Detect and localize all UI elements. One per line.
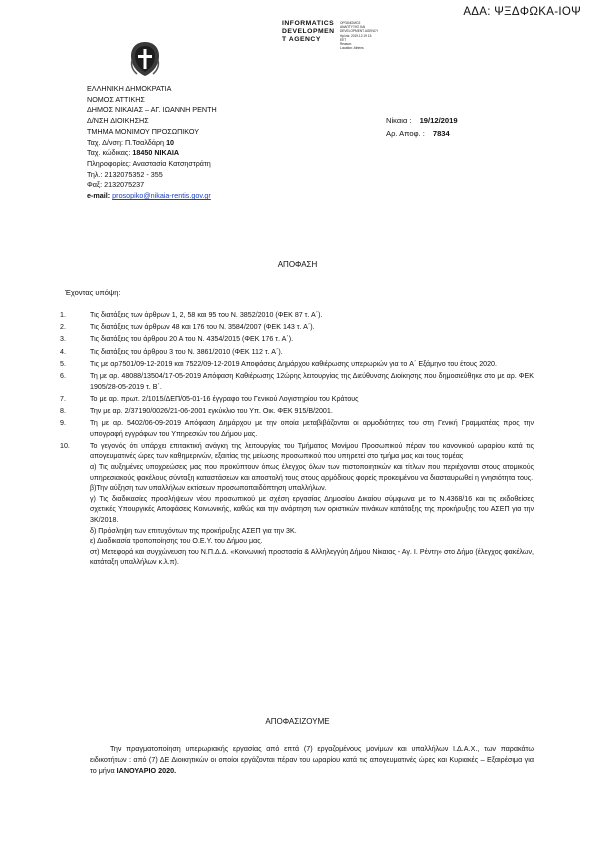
fax-line: Φαξ: 2132075237 [87, 180, 145, 190]
agency-small-text: ΟΡΓΑΝΙΣΜΟΣ ΑΝΑΠΤΥΞΗΣ ΚΑΙ DEVELOPMENT AGENCY Ημ/νία: 2019.12.19 13: EET Reason: Location: Athens [340, 21, 379, 51]
document-title: ΑΠΟΦΑΣΗ [277, 260, 318, 269]
item10-para: ε) Διαδικασία τροποποίησης του Ο.Ε.Υ. του Δήμου μας. [90, 537, 263, 546]
list-item: 9. Τη με αρ. 5402/06-09-2019 Απόφαση Δημάρχου με την οποία μεταβιβάζονται οι αρμοδιότητες του στη Γενική Γραμματέας προς την υπογραφή εγγράφων του Υπηρεσιών του Δήμου μας. [60, 419, 534, 438]
list-item: 1. Τις διατάξεις των άρθρων 1, 2, 58 και 95 του Ν. 3852/2010 (ΦΕΚ 87 τ. Α΄). [60, 311, 323, 319]
intro-text: Έχοντας υπόψη: [65, 288, 121, 297]
agency-line-2: DEVELOPMEN [282, 28, 335, 35]
date-ref-block [386, 114, 458, 140]
postcode-line: Ταχ. κώδικας: 18450 ΝΙΚΑΙΑ [87, 148, 180, 158]
header-line: ΤΜΗΜΑ ΜΟΝΙΜΟΥ ΠΡΟΣΩΠΙΚΟΥ [87, 126, 200, 136]
considerations-list [60, 310, 534, 570]
list-item: 5. Τις με αρ7501/09-12-2019 και 7522/09-12-2019 Αποφάσεις Δημάρχου καθιέρωσης υπερωριών για τo Α΄ Εξάμηνο του έτους 2020. [60, 359, 497, 368]
decision-heading: ΑΠΟΦΑΣΙΖΟΥΜΕ [265, 717, 330, 726]
header-line: Δ/ΝΣΗ ΔΙΟΙΚΗΣΗΣ [87, 116, 149, 126]
list-item: 2. Τις διατάξεις των άρθρων 48 και 176 του Ν. 3584/2007 (ΦΕΚ 143 τ. Α΄). [60, 323, 315, 332]
decision-paragraph: Την πραγματοποίηση υπερωριακής εργασίας από επτά (7) εργαζομένους μονίμων και υπαλλήλων Ι.Δ.Α.Χ., των παρακάτω ειδικοτήτων : από (7) ΔΕ Διοικητικών οι οποίοι εργάζονται πέραν του ωραρίου κατά τις απογευματινές ώρες και Κυριακές – Εξαιρέσιμα για το μήνα ΙΑΝΟΥΑΡΙΟ 2020. [90, 744, 534, 775]
agency-line-3: T AGENCY [282, 36, 321, 43]
ada-code: ΑΔΑ: ΨΞΔΦΩΚΑ-ΙΟΨ [463, 6, 581, 18]
issuer-header [87, 84, 217, 202]
item10-para: Το γεγονός ότι υπάρχει επιτακτική ανάγκη της λειτουργίας του Τμήματος Μονίμου Προσωπικού πέραν του κανονικού ωραρίου κατά τις απογευματινές ώρες των καθημερινών, εξαιτίας της μείωσης προσωπικού που υπηρετεί στο τμήμα μας και τους τομέας [90, 441, 534, 461]
item10-para: δ) Πρόσληψη των επιτυχόντων της προκήρυξης ΑΣΕΠ για την 3Κ. [90, 526, 297, 535]
info-line: Πληροφορίες: Αναστασία Κατσηστράτη [87, 158, 211, 168]
item10-para: στ) Μετεφορά και συγχώνευση του Ν.Π.Δ.Δ. «Κοινωνική προστασία & Αλληλεγγύη Δήμου Νίκαιας - Αγ. Ι. Ρέντη» στο Δήμο (έλεγχος φακέλων, κατάταξη υπαλλήλων κ.λ.π). [90, 547, 534, 567]
header-line: ΔΗΜΟΣ ΝΙΚΑΙΑΣ – ΑΓ. ΙΩΑΝΝΗ ΡΕΝΤΗ [87, 105, 217, 115]
list-item: 4. Τις διατάξεις του άρθρου 3 του Ν. 3861/2010 (ΦΕΚ 112 τ. Α΄). [60, 347, 283, 356]
list-item: 6. Τη με αρ. 48088/13504/17-05-2019 Απόφαση Καθιέρωσης 12ώρης λειτουργίας της Διεύθυνσης Διοίκησης που δημοσιεύθηκε στο με αρ. ΦΕΚ 1905/28-05-2019 τ. Β΄. [60, 371, 534, 391]
agency-line-1: INFORMATICS [282, 20, 335, 27]
signature-agency-stamp [282, 20, 392, 51]
item10-para: β)Την αύξηση των υπαλλήλων εκτίσεων προσωποπαιδόπτηση υπαλλήλων. [90, 484, 327, 493]
address-line: Ταχ. Δ/νση: Π.Τσαλδάρη 10 [87, 137, 175, 147]
greek-emblem-icon [128, 40, 162, 78]
item10-para: γ) Τις διαδικασίες προσλήψεων νέου προσωπικού με σχέση εργασίας Δημοσίου Δικαίου σύμφωνα με το Ν.4368/16 και τις εκδοθείσες σχετικές Υπουργικές Αποφάσεις Κοινωνικής, καθώς και την ανάρτηση των οριστικών πινάκων κατάταξης της προκήρυξης του ΑΣΕΠ για την 3Κ/2018. [90, 494, 534, 525]
date-row: Νίκαια : 19/12/2019 [386, 116, 458, 125]
email-line: e-mail: prosopiko@nikaia-rentis.gov.gr [87, 191, 211, 201]
list-item: 10. Το γεγονός ότι υπάρχει επιτακτική ανάγκη της λειτουργίας του Τμήματος Μονίμου Προσωπικού πέραν του κανονικού ωραρίου κατά τις απογευματινές ώρες των καθημερινών, εξαιτίας της μείωσης προσωπικού που υπηρετεί στο τμήμα μας και τους τομέας α) Τις αυξημένες υποχρεώσεις μας που προκύπτουν όπως έλεγχος όλων των πιστοποιητικών και τίτλων που περιέχονται στους ατομικούς υπηρεσιακούς φακέλους σύνταξη καταστάσεων και αποστολή τους στους αρμόδιους φορείς προκειμένου να διασταυρωθεί η γνησιότητα τους. β)Την αύξηση των υπαλλήλων εκτίσεων προσωποπαιδόπτηση υπαλλήλων. γ) Τις διαδικασίες προσλήψεων νέου προσωπικού με σχέση εργασίας Δημοσίου Δικαίου σύμφωνα με το Ν.4368/16 και τις εκδοθείσες σχετικές Υπουργικές Αποφάσεις Κοινωνικής, καθώς και την ανάρτηση των οριστικών πινάκων κατάταξης της προκήρυξης του ΑΣΕΠ για την 3Κ/2018. δ) Πρόσληψη των επιτυχόντων της προκήρυξης ΑΣΕΠ για την 3Κ. ε) Διαδικασία τροποποίησης του Ο.Ε.Υ. του Δήμου μας. στ) Μετεφορά και συγχώνευση του Ν.Π.Δ.Δ. «Κοινωνική προστασία & Αλληλεγγύη Δήμου Νίκαιας - Αγ. Ι. Ρέντη» στο Δήμο (έλεγχος φακέλων, κατάταξη υπαλλήλων κ.λ.π). [60, 441, 534, 567]
list-item: 3. Τις διατάξεις του άρθρου 20 Α του Ν. 4354/2015 (ΦΕΚ 176 τ. Α΄). [60, 335, 294, 344]
list-item: 8. Την με αρ. 2/37190/0026/21-06-2001 εγκύκλιο του Υπ. Οικ. ΦΕΚ 915/Β/2001. [60, 406, 333, 415]
email-link[interactable]: prosopiko@nikaia-rentis.gov.gr [112, 191, 211, 201]
ref-row: Αρ. Αποφ. : 7834 [386, 129, 450, 138]
list-item: 7. Το με αρ. πρωτ. 2/1015/ΔΕΠ/05-01-16 έγγραφο του Γενικού Λογιστηρίου του Κράτους [60, 394, 359, 403]
phone-line: Τηλ.: 2132075352 - 355 [87, 169, 163, 179]
item10-para: α) Τις αυξημένες υποχρεώσεις μας που προκύπτουν όπως έλεγχος όλων των πιστοποιητικών και τίτλων που περιέχονται στους ατομικούς υπηρεσιακούς φακέλους σύνταξη καταστάσεων και αποστολή τους στους αρμόδιους φορείς προκειμένου να διασταυρωθεί η γνησιότητα τους. [90, 463, 534, 482]
header-line: ΝΟΜΟΣ ΑΤΤΙΚΗΣ [87, 94, 145, 104]
header-line: ΕΛΛΗΝΙΚΗ ΔΗΜΟΚΡΑΤΙΑ [87, 84, 172, 93]
